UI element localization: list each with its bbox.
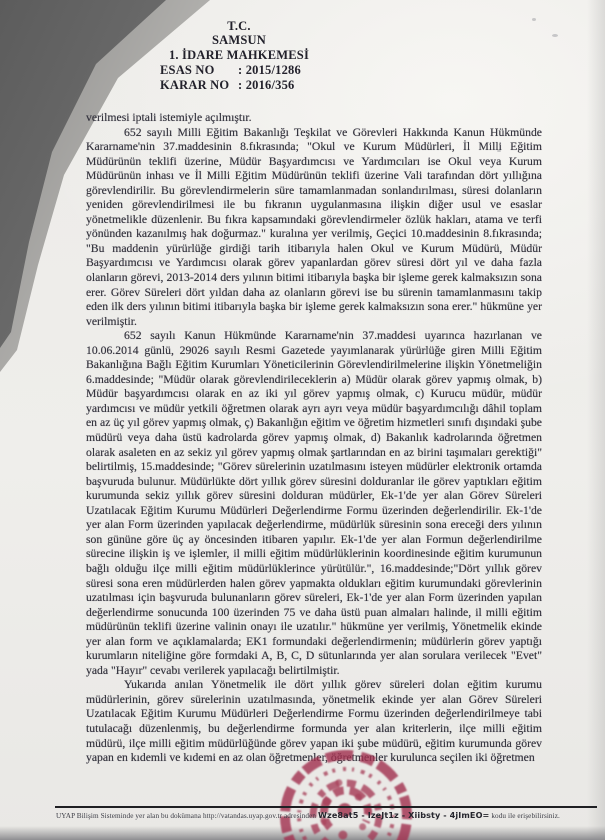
karar-no-label: KARAR NO	[160, 77, 230, 92]
scan-noise-speck	[532, 18, 536, 21]
decision-body-text	[86, 111, 542, 766]
decision-number-row	[160, 78, 318, 92]
uyap-access-prefix: UYAP Bilişim Sisteminde yer alan bu dokümana http://vatandas.uyap.gov.tr adresinden	[56, 812, 317, 820]
footer-divider-line	[55, 806, 597, 808]
court-header	[160, 19, 318, 92]
body-paragraph-degerlendirme: Yukarıda anılan Yönetmelik ile dört yıllık görev süreleri dolan eğitim kurumu müdürlerinin, görev sürelerinin uzatılmasında, yönetmelik ekinde yer alan Görev Süreleri Uzatılacak Eğitim Kurumu Müdürleri Değerlendirme Formu üzerinden değerlendirilmeye tabi tutulacağı düzenlenmiş, bu değerlendirme formunda yer alan kriterlerin, ilçe milli eğitim müdürü, ilçe milli eğitim müdürlüğünde görev yapan iki şube müdürü, eğitim kurumunda görev yapan en kıdemli ve kıdemi en az olan öğretmenler, öğretmenler kurulunca seçilen iki öğretmen	[86, 678, 542, 765]
body-paragraph-khk-37: 652 sayılı Milli Eğitim Bakanlığı Teşkilat ve Görevleri Hakkında Kanun Hükmünde Kararname'nin 37.maddesinin 8.fıkrasında; "Okul ve Kurum Müdürleri, İl Milli Eğitim Müdürünün teklifi üzerine, Müdür Başyardımcısı ve Yardımcıları ise Okul veya Kurum Müdürünün inhası ve İl Milli Eğitim Müdürünün teklifi üzerine Vali tarafından dört yıllığına görevlendirilir. Bu görevlendirmelerin süre tamamlanmadan sonlandırılması, süresi dolanların yeniden görevlendirilmesi ile bu fıkranın uygulanmasına ilişkin diğer usul ve esaslar yönetmelikle düzenlenir. Bu fıkra kapsamındaki görevlendirmeler özlük hakları, atama ve terfi yönünden kazanılmış hak doğurmaz." kuralına yer verilmiş, Geçici 10.maddesinin 8.fıkrasında; "Bu maddenin yürürlüğe girdiği tarih itibarıyla halen Okul ve Kurum Müdürü, Müdür Başyardımcısı ve Yardımcısı olarak görev yapanlardan görev süresi dört yıl ve daha fazla olanların görevi, 2013-2014 ders yılının bitimi itibarıyla başka bir işleme gerek kalmaksızın sona erer. Görev Süreleri dört yıldan daha az olanların görevi ise bu sürenin tamamlanmasını takip eden ilk ders yılının bitimi itibarıyla başka bir işleme gerek kalmaksızın sona erer." hükmüne yer verilmiştir.	[86, 125, 542, 328]
body-paragraph-yonetmelik: 652 sayılı Kanun Hükmünde Kararname'nin 37.maddesi uyarınca hazırlanan ve 10.06.2014 günlü, 29026 sayılı Resmi Gazetede yayımlanarak yürürlüğe giren Milli Eğitim Bakanlığına Bağlı Eğitim Kurumları Yöneticilerinin Görevlendirilmelerine ilişkin Yönetmeliğin 6.maddesinde; "Müdür olarak görevlendirileceklerin a) Müdür olarak görev yapmış olmak, b) Müdür başyardımcısı olarak en az iki yıl görev yapmış olmak, c) Kurucu müdür, müdür yardımcısı ve müdür yetkili öğretmen olarak ayrı ayrı veya müdür başyardımcılığı dâhil toplam en az üç yıl görev yapmış olmak, ç) Bakanlığın eğitim ve öğretim hizmetleri sınıfı dışındaki şube müdürü veya daha üstü kadrolarda görev yapmış olmak, d) Bakanlık kadrolarında öğretmen olarak asaleten en az sekiz yıl görev yapmış olmak şartlarından en az birini taşımaları gerektiği" belirtilmiş, 15.maddesinde; "Görev sürelerinin uzatılmasını isteyen müdürler elektronik ortamda başvuruda bulunur. Müdürlükte dört yıllık görev süresini dolduranlar ile görev yaptıkları eğitim kurumunda sekiz yıllık görev süresini dolduran müdürler, Ek-1'de yer alan Görev Süreleri Uzatılacak Eğitim Kurumu Müdürleri Değerlendirme Formu üzerinden değerlendirilir. Ek-1'de yer alan Form üzerinden yapılacak değerlendirme, müdürlük süresinin sona ereceği ders yılının son gününe göre üç ay öncesinden itibaren yapılır. Ek-1'de yer alan Formun değerlendirilme sürecine ilişkin iş ve işlemler, il milli eğitim müdürlüklerinin koordinesinde eğitim kurumunun bağlı olduğu ilçe milli eğitim müdürlüklerince yürütülür.", 16.maddesinde;"Dört yıllık görev süresi sona eren müdürlerden halen görev yapmakta oldukları eğitim kurumundaki görevlerinin uzatılması için başvuruda bulunanların görev süreleri, Ek-1'de yer alan Form üzerinden yapılan değerlendirme sonucunda 100 üzerinden 75 ve daha üstü puan almaları halinde, il milli eğitim müdürünün teklifi üzerine valinin onayı ile uzatılır." hükmüne yer verilmiş, Yönetmelik ekinde yer alan form ve açıklamalarda; EK1 formundaki değerlendirmenin; müdürlerin görev yaptığı kurumların niteliğine göre formdaki A, B, C, D sütunlarında yer alan sorulara verilecek "Evet" yada "Hayır" cevabı verilerek yapılacağı belirtilmiştir.	[86, 329, 542, 677]
scan-noise-speck	[552, 34, 558, 37]
uyap-footer	[56, 810, 600, 820]
esas-no-label: ESAS NO	[160, 62, 215, 77]
republic-abbreviation: T.C.	[227, 19, 251, 33]
esas-no-value: : 2015/1286	[238, 62, 301, 77]
body-paragraph-continuation: verilmesi iptali istemiyle açılmıştır.	[86, 111, 252, 124]
scan-right-shade	[587, 0, 605, 840]
karar-no-value: : 2016/356	[238, 77, 295, 92]
uyap-access-suffix: kodu ile erişebilirsiniz.	[491, 812, 560, 820]
court-name: 1. İDARE MAHKEMESİ	[168, 47, 310, 62]
city-name: SAMSUN	[212, 33, 266, 48]
uyap-verification-code: Wze8at5 - IzeJt1z - Xiibsty - 4jImEO=	[318, 810, 490, 820]
case-number-row	[160, 63, 318, 77]
